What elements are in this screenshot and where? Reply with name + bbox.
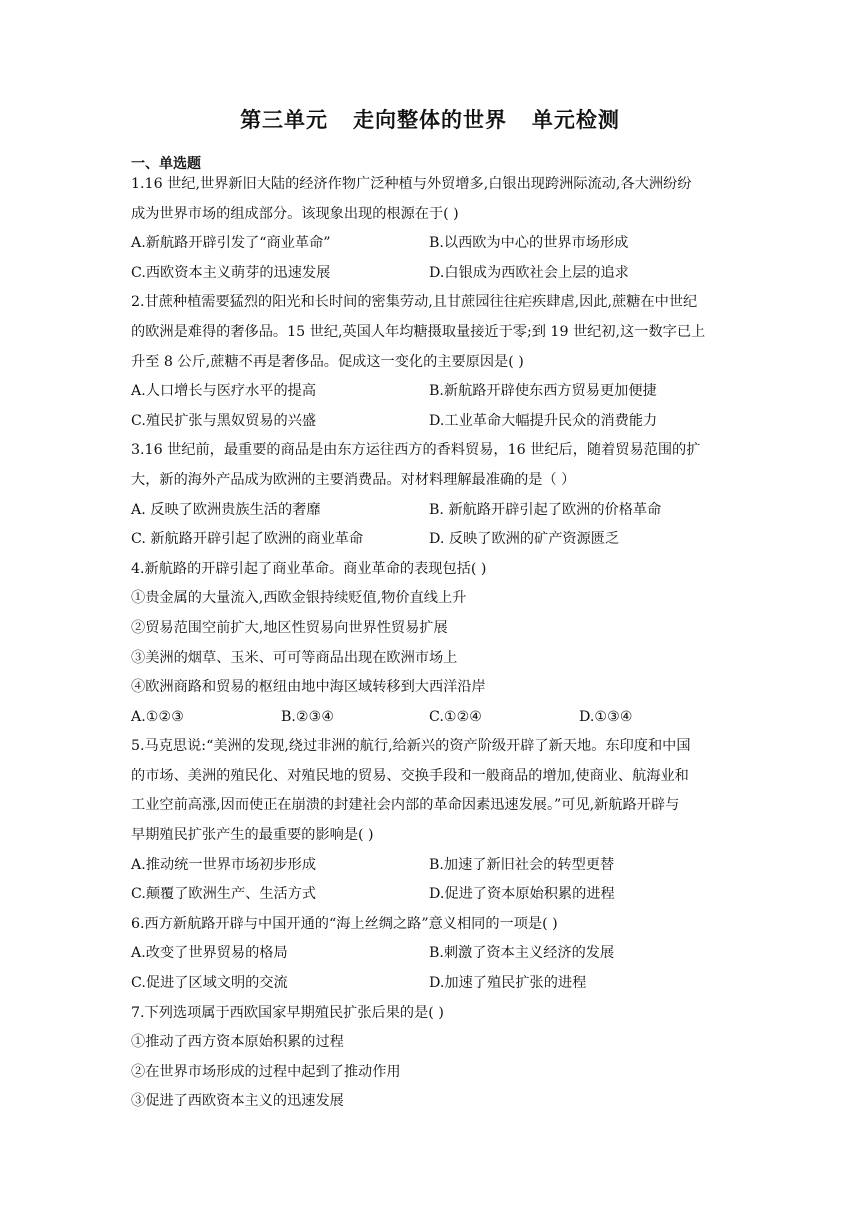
question-2-options-row <box>131 407 731 437</box>
option-c: C.①②④ <box>429 708 483 725</box>
option-d: D.①③④ <box>579 708 633 725</box>
question-1-stem-line: 成为世界市场的组成部分。该现象出现的根源在于( ) <box>131 205 459 222</box>
option-b: B.②③④ <box>281 708 335 725</box>
question-4-item: ④欧洲商路和贸易的枢纽由地中海区域转移到大西洋沿岸 <box>131 679 486 696</box>
option-a: A.人口增长与医疗水平的提高 <box>131 383 317 400</box>
question-2-stem-line: 2.甘蔗种植需要猛烈的阳光和长时间的密集劳动,且甘蔗园往往疟疾肆虐,因此,蔗糖在中世纪 <box>131 294 698 311</box>
option-d: D.白银成为西欧社会上层的追求 <box>429 264 629 281</box>
question-6-stem-line: 6.西方新航路开辟与中国开通的“海上丝绸之路”意义相同的一项是( ) <box>131 915 558 932</box>
question-3-options-row <box>131 496 731 526</box>
option-a: A.推动统一世界市场初步形成 <box>131 856 317 873</box>
question-4-item: ②贸易范围空前扩大,地区性贸易向世界性贸易扩展 <box>131 619 448 636</box>
question-4-item: ①贵金属的大量流入,西欧金银持续贬值,物价直线上升 <box>131 590 467 607</box>
option-d: D.工业革命大幅提升民众的消费能力 <box>429 412 658 429</box>
question-3-stem-line: 3.16 世纪前，最重要的商品是由东方运往西方的香料贸易，16 世纪后，随着贸易范围的扩 <box>131 442 701 459</box>
question-list <box>131 170 731 1117</box>
question-3-options-row <box>131 525 731 555</box>
question-6-options-row <box>131 969 731 999</box>
option-d: D.促进了资本原始积累的进程 <box>429 886 615 903</box>
question-7-item: ②在世界市场形成的过程中起到了推动作用 <box>131 1063 401 1080</box>
question-4-stem-line: 4.新航路的开辟引起了商业革命。商业革命的表现包括( ) <box>131 560 487 577</box>
option-b: B.加速了新旧社会的转型更替 <box>429 856 615 873</box>
question-2-stem-line: 的欧洲是难得的奢侈品。15 世纪,英国人年均糖摄取量接近于零;到 19 世纪初,这一数字已上 <box>131 323 706 340</box>
page-title: 第三单元 走向整体的世界 单元检测 <box>240 108 620 132</box>
option-d: D. 反映了欧洲的矿产资源匮乏 <box>429 531 620 548</box>
question-7-stem-line: 7.下列选项属于西欧国家早期殖民扩张后果的是( ) <box>131 1004 444 1021</box>
question-5-stem-line: 5.马克思说:“美洲的发现,绕过非洲的航行,给新兴的资产阶级开辟了新天地。东印度和中国 <box>131 738 691 755</box>
option-b: B.新航路开辟使东西方贸易更加便捷 <box>429 383 657 400</box>
option-a: A.①②③ <box>131 708 184 725</box>
question-5-options-row <box>131 880 731 910</box>
question-6-options-row <box>131 939 731 969</box>
question-4-options-row <box>131 703 731 733</box>
section-heading: 一、单选题 <box>131 156 201 172</box>
option-b: B.以西欧为中心的世界市场形成 <box>429 235 629 252</box>
option-a: A.改变了世界贸易的格局 <box>131 945 288 962</box>
option-a: A.新航路开辟引发了“商业革命” <box>131 235 331 252</box>
option-c: C. 新航路开辟引起了欧洲的商业革命 <box>131 531 364 548</box>
question-1-options-row <box>131 229 731 259</box>
question-5-stem-line: 工业空前高涨,因而使正在崩溃的封建社会内部的革命因素迅速发展。”可见,新航路开辟与 <box>131 797 680 814</box>
question-2-stem-line: 升至 8 公斤,蔗糖不再是奢侈品。促成这一变化的主要原因是( ) <box>131 353 524 370</box>
question-7-item: ①推动了西方资本原始积累的过程 <box>131 1034 344 1051</box>
question-4-item: ③美洲的烟草、玉米、可可等商品出现在欧洲市场上 <box>131 649 458 666</box>
option-c: C.西欧资本主义萌芽的迅速发展 <box>131 264 331 281</box>
option-a: A. 反映了欧洲贵族生活的奢靡 <box>131 501 321 518</box>
option-c: C.殖民扩张与黑奴贸易的兴盛 <box>131 412 317 429</box>
question-3-stem-line: 大，新的海外产品成为欧洲的主要消费品。对材料理解最准确的是（ ） <box>131 471 576 488</box>
question-7-item: ③促进了西欧资本主义的迅速发展 <box>131 1093 344 1110</box>
option-c: C.促进了区域文明的交流 <box>131 975 288 992</box>
option-c: C.颠覆了欧洲生产、生活方式 <box>131 886 317 903</box>
question-1-options-row <box>131 259 731 289</box>
question-5-stem-line: 的市场、美洲的殖民化、对殖民地的贸易、交换手段和一般商品的增加,使商业、航海业和 <box>131 767 689 784</box>
question-2-options-row <box>131 377 731 407</box>
option-b: B.刺激了资本主义经济的发展 <box>429 945 615 962</box>
option-b: B. 新航路开辟引起了欧洲的价格革命 <box>429 501 662 518</box>
question-1-stem-line: 1.16 世纪,世界新旧大陆的经济作物广泛种植与外贸增多,白银出现跨洲际流动,各大洲纷纷 <box>131 176 692 192</box>
option-d: D.加速了殖民扩张的进程 <box>429 975 587 992</box>
question-5-options-row <box>131 851 731 881</box>
question-5-stem-line: 早期殖民扩张产生的最重要的影响是( ) <box>131 827 374 844</box>
